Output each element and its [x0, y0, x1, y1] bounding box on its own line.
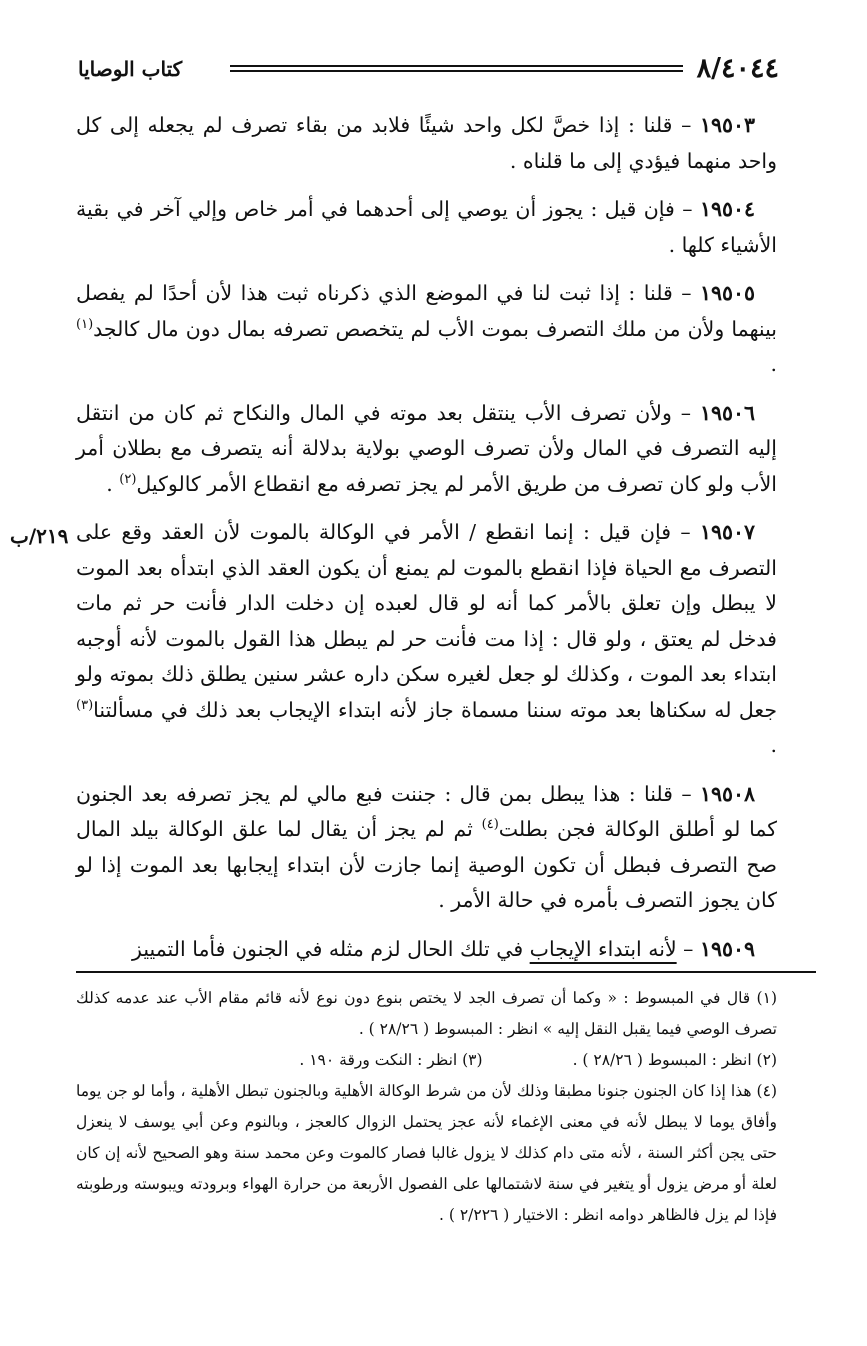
- footnote-ref-4[interactable]: (٤): [481, 817, 499, 833]
- paragraph-19508: [76, 777, 777, 919]
- footnote-ref-2[interactable]: (٢): [119, 471, 137, 487]
- paragraph-end: .: [770, 733, 777, 757]
- paragraph-end: .: [106, 471, 120, 496]
- footnote-row-2-3: [76, 1045, 777, 1076]
- paragraph-number: ١٩٥٠٥: [699, 281, 755, 305]
- paragraph-number: ١٩٥٠٨: [699, 781, 755, 806]
- paragraph-number: ١٩٥٠٩: [699, 936, 755, 961]
- footnote-4: (٤) هذا إذا كان الجنون جنونا مطبقا وذلك لأن من شرط الوكالة الأهلية وبالجنون تبطل الأهلية ، وأما لو جن يوما وأفاق يوما لا يبطل لأنه في معنى الإغماء لأنه عجز يحتمل الزوال كالعجز ، وبالنوم وعن أبي يوسف لا ينعزل حتى يجن أكثر السنة ، لأنه متى دام كذلك لا يزول غالبا فصار كالموت وعن محمد سنة وهو الصحيح لأنه إن كان لعلة أو مرض يزول أو يتغير في سنة لاشتمالها على الفصول الأربعة من حرارة الهواء وبرودته ويبوسته ورطوبته فإذا لم يزل فالظاهر دوامه انظر : الاختيار ( ٢/٢٢٦ ) .: [76, 1082, 777, 1224]
- header-rule: [230, 65, 683, 72]
- paragraph-19509: [76, 932, 777, 968]
- paragraph-19505: [76, 276, 777, 383]
- paragraph-19506: [76, 396, 777, 503]
- page-number: ٨/٤٠٤٤: [696, 53, 779, 84]
- footnote-2: (٢) انظر : المبسوط ( ٢٨/٢٦ ) .: [572, 1051, 777, 1069]
- paragraph-end: ثم لم يجز أن يقال لما علق الوكالة بيلد المال صح التصرف فبطل أن تكون الوصية إنما جازت لأن ابتداء إيجابها بعد الموت إذا لو كان يجوز التصرف بأمره في حالة الأمر .: [76, 817, 777, 912]
- paragraph-19504: [76, 192, 777, 263]
- book-title: كتاب الوصايا: [78, 57, 183, 81]
- underlined-phrase: لأنه ابتداء الإيجاب: [529, 936, 677, 961]
- footnote-1: (١) قال في المبسوط : « وكما أن تصرف الجد لا يختص بنوع دون نوع لأنه قائم مقام الأب عند عدمه كذلك تصرف الوصي فيما يقبل النقل إليه » انظر : المبسوط ( ٢٨/٢٦ ) .: [76, 989, 777, 1038]
- footnote-3: (٣) انظر : النكت ورقة ١٩٠ .: [299, 1051, 483, 1069]
- paragraph-number: ١٩٥٠٦: [699, 400, 755, 425]
- paragraph-text: – قلنا : هذا يبطل بمن قال : جننت فبع مالي لم يجز تصرفه بعد الجنون كما لو أطلق الوكالة فجن بطلت: [76, 781, 777, 841]
- paragraph-text: – فإن قيل : يجوز أن يوصي إلى أحدهما في أمر خاص وإلي آخر في بقية الأشياء كلها .: [76, 197, 777, 257]
- paragraph-end: .: [770, 352, 777, 376]
- main-text: [76, 108, 777, 980]
- footnote-ref-1[interactable]: (١): [76, 316, 94, 332]
- paragraph-number: ١٩٥٠٧: [699, 520, 755, 544]
- footnote-ref-3[interactable]: (٣): [76, 697, 94, 713]
- paragraph-text: في تلك الحال لزم مثله في الجنون فأما التمييز: [132, 936, 530, 961]
- footnotes: [76, 983, 777, 1231]
- paragraph-number: ١٩٥٠٤: [699, 197, 755, 221]
- paragraph-text: – قلنا : إذا خصَّ لكل واحد شيئًا فلابد من بقاء تصرف لم يجعله إلى كل واحد منهما فيؤدي إلى ما قلناه .: [76, 113, 777, 173]
- paragraph-text: – ولأن تصرف الأب ينتقل بعد موته في المال والنكاح ثم كان من انتقل إليه التصرف في المال ولأن تصرف الوصي بولاية بدلالة أنه يتصرف مع بطلان أمر الأب ولو كان تصرف من طريق الأمر لم يجز تصرفه مع انقطاع الأمر كالوكيل: [76, 400, 777, 496]
- paragraph-19507: [76, 515, 777, 764]
- paragraph-text: – فإن قيل : إنما انقطع / الأمر في الوكالة بالموت لأن العقد وقع على التصرف مع الحياة فإذا انقطع بالموت لم يمنع أن يكون العقد الذي ابتدأه بعد الموت لا يبطل وإن تعلق بالأمر كما أنه لو قال لعبده إن دخلت الدار فأنت حر ثم مات فدخل لم يعتق ، ولو قال : إذا مت فأنت حر لم يبطل هذا القول بالموت لأنه أوجبه ابتداء بعد الموت ، وكذلك لو جعل لغيره سكن داره عشر سنين يطلق ذلك بموته ولو جعل له سكناها بعد موته سننا مسماة جاز لأنه ابتداء الإيجاب بعد ذلك في مسألتنا: [76, 520, 777, 722]
- paragraph-number: ١٩٥٠٣: [699, 113, 755, 137]
- margin-folio-note: ٢١٩/ب: [10, 524, 69, 548]
- paragraph-19503: [76, 108, 777, 179]
- running-header: [78, 52, 779, 88]
- paragraph-text: – قلنا : إذا ثبت لنا في الموضع الذي ذكرناه ثبت هذا لأن أحدًا لم يفصل بينهما ولأن من ملك التصرف بموت الأب لم يتخصص تصرفه بمال دون مال كالجد: [76, 281, 777, 341]
- footnote-separator: [76, 971, 816, 973]
- paragraph-dash: –: [676, 936, 700, 961]
